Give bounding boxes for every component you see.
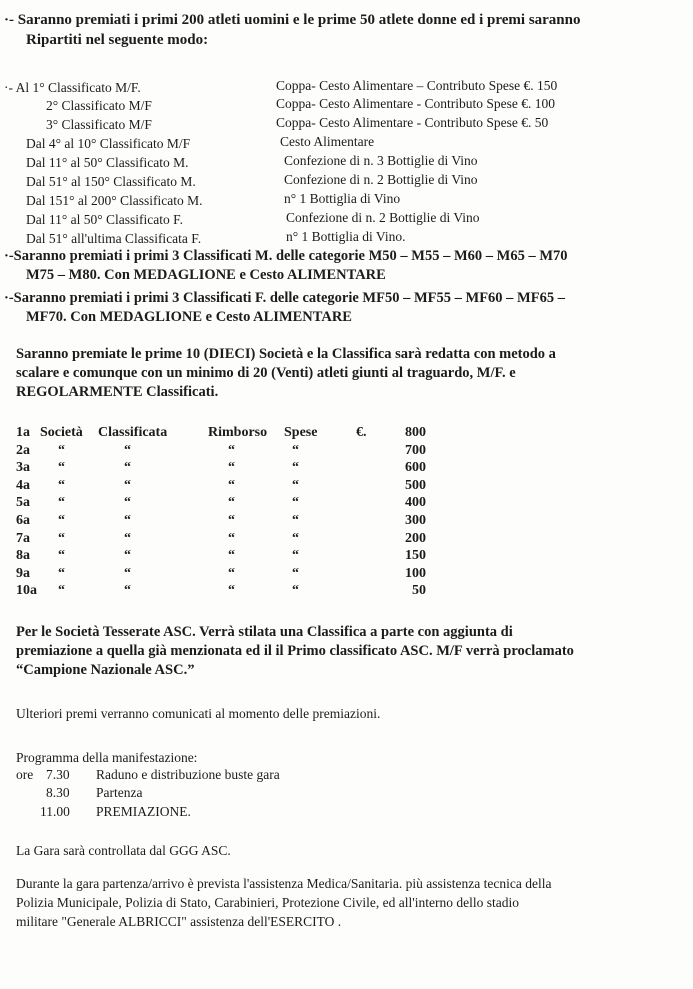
prize-left: Dal 11° al 50° Classificato M. xyxy=(26,155,189,170)
program-time: 7.30 xyxy=(46,767,70,782)
societies-intro-line-1: Saranno premiate le prime 10 (DIECI) Società e la Classifica sarà redatta con metodo a xyxy=(16,346,556,362)
ditto-mark: “ xyxy=(228,530,235,546)
ditto-mark: “ xyxy=(292,442,299,458)
ditto-mark: “ xyxy=(58,530,65,546)
ditto-mark: “ xyxy=(124,583,131,599)
ditto-mark: “ xyxy=(292,583,299,599)
ditto-mark: “ xyxy=(124,565,131,581)
ditto-mark: “ xyxy=(228,548,235,564)
asc-line-3: “Campione Nazionale ASC.” xyxy=(16,662,195,678)
intro-line-2: Ripartiti nel seguente modo: xyxy=(26,32,209,48)
prize-right: Cesto Alimentare xyxy=(280,134,375,149)
prize-right: Confezione di n. 2 Bottiglie di Vino xyxy=(284,172,478,187)
prize-left: Dal 11° al 50° Classificato F. xyxy=(26,212,183,227)
program-desc: Partenza xyxy=(96,785,143,800)
prize-left: Dal 51° al 150° Classificato M. xyxy=(26,174,196,189)
ditto-mark: “ xyxy=(124,460,131,476)
program-time: 8.30 xyxy=(46,785,70,800)
categories-f-line-1: ·-Saranno premiati i primi 3 Classificati F. delle categorie MF50 – MF55 – MF60 – MF65 – xyxy=(4,290,565,306)
rank-cell: 7a xyxy=(16,530,30,546)
ditto-mark: “ xyxy=(292,530,299,546)
rank-cell: 9a xyxy=(16,565,30,581)
rank-cell: 5a xyxy=(16,495,30,511)
ditto-mark: “ xyxy=(124,512,131,528)
ditto-mark: “ xyxy=(228,565,235,581)
ditto-mark: “ xyxy=(58,460,65,476)
program-time: 11.00 xyxy=(40,804,70,819)
intro-line-1: ·- Saranno premiati i primi 200 atleti uomini e le prime 50 atlete donne ed i premi saranno xyxy=(4,12,581,28)
prize-left: Dal 4° al 10° Classificato M/F xyxy=(26,136,191,151)
control-note: La Gara sarà controllata dal GGG ASC. xyxy=(16,843,231,858)
prize-right: n° 1 Bottiglia di Vino xyxy=(284,191,401,206)
amount-cell: 100 xyxy=(405,565,426,581)
asc-line-2: premiazione a quella già menzionata ed il il Primo classificato ASC. M/F verrà proclamato xyxy=(16,643,574,659)
rank-cell: 6a xyxy=(16,512,30,528)
rank-cell: 4a xyxy=(16,477,30,493)
prize-left: 2° Classificato M/F xyxy=(46,98,152,113)
rank-cell: 2a xyxy=(16,442,30,458)
ditto-mark: “ xyxy=(228,442,235,458)
program-desc: Raduno e distribuzione buste gara xyxy=(96,767,280,782)
ditto-mark: “ xyxy=(228,460,235,476)
header-societa: Società xyxy=(40,425,83,440)
currency-label: €. xyxy=(356,425,367,440)
ditto-mark: “ xyxy=(124,495,131,511)
assistance-line-3: militare "Generale ALBRICCI" assistenza dell'ESERCITO . xyxy=(16,914,342,929)
prize-left: Dal 151° al 200° Classificato M. xyxy=(26,193,203,208)
categories-m-line-1: ·-Saranno premiati i primi 3 Classificati M. delle categorie M50 – M55 – M60 – M65 – M70 xyxy=(4,248,568,264)
societies-intro-line-2: scalare e comunque con un minimo di 20 (Venti) atleti giunti al traguardo, M/F. e xyxy=(16,365,516,381)
prize-left: 3° Classificato M/F xyxy=(46,117,152,132)
amount-cell: 150 xyxy=(405,548,426,564)
ditto-mark: “ xyxy=(228,512,235,528)
ditto-mark: “ xyxy=(292,460,299,476)
amount-cell: 400 xyxy=(405,495,426,511)
prize-right: Confezione di n. 3 Bottiglie di Vino xyxy=(284,153,478,168)
header-classificata: Classificata xyxy=(98,425,168,440)
amount-cell: 200 xyxy=(405,530,426,546)
rank-cell: 1a xyxy=(16,425,30,440)
ditto-mark: “ xyxy=(58,495,65,511)
prize-right: n° 1 Bottiglia di Vino. xyxy=(286,229,406,244)
prize-left: ·- Al 1° Classificato M/F. xyxy=(4,80,141,95)
ditto-mark: “ xyxy=(124,442,131,458)
amount-cell: 600 xyxy=(405,460,426,476)
ditto-mark: “ xyxy=(292,565,299,581)
categories-m-line-2: M75 – M80. Con MEDAGLIONE e Cesto ALIMENTARE xyxy=(26,267,386,283)
ditto-mark: “ xyxy=(58,477,65,493)
program-title: Programma della manifestazione: xyxy=(16,750,198,765)
program-desc: PREMIAZIONE. xyxy=(96,804,191,819)
ditto-mark: “ xyxy=(124,530,131,546)
rank-cell: 10a xyxy=(16,583,37,599)
header-rimborso: Rimborso xyxy=(208,425,268,440)
prize-right: Confezione di n. 2 Bottiglie di Vino xyxy=(286,210,480,225)
program-prefix: ore xyxy=(16,767,34,782)
ditto-mark: “ xyxy=(228,583,235,599)
ditto-mark: “ xyxy=(58,583,65,599)
prize-right: Coppa- Cesto Alimentare - Contributo Spese €. 50 xyxy=(276,115,549,130)
ditto-mark: “ xyxy=(292,495,299,511)
categories-f-line-2: MF70. Con MEDAGLIONE e Cesto ALIMENTARE xyxy=(26,309,352,325)
ditto-mark: “ xyxy=(124,477,131,493)
ditto-mark: “ xyxy=(292,512,299,528)
societies-intro-line-3: REGOLARMENTE Classificati. xyxy=(16,384,219,400)
header-spese: Spese xyxy=(284,425,318,440)
amount-cell: 800 xyxy=(405,425,426,440)
ditto-mark: “ xyxy=(58,565,65,581)
ditto-mark: “ xyxy=(292,548,299,564)
amount-cell: 500 xyxy=(405,477,426,493)
further-prizes-note: Ulteriori premi verranno comunicati al momento delle premiazioni. xyxy=(16,706,381,721)
amount-cell: 50 xyxy=(412,583,426,599)
rank-cell: 3a xyxy=(16,460,30,476)
assistance-line-2: Polizia Municipale, Polizia di Stato, Carabinieri, Protezione Civile, ed all'interno dello stadio xyxy=(16,895,519,910)
prize-right: Coppa- Cesto Alimentare – Contributo Spese €. 150 xyxy=(276,78,558,93)
ditto-mark: “ xyxy=(292,477,299,493)
rank-cell: 8a xyxy=(16,548,30,564)
assistance-line-1: Durante la gara partenza/arrivo è prevista l'assistenza Medica/Sanitaria. più assistenza tecnica della xyxy=(16,876,552,891)
ditto-mark: “ xyxy=(228,477,235,493)
ditto-mark: “ xyxy=(228,495,235,511)
asc-line-1: Per le Società Tesserate ASC. Verrà stilata una Classifica a parte con aggiunta di xyxy=(16,624,513,640)
ditto-mark: “ xyxy=(124,548,131,564)
prize-left: Dal 51° all'ultima Classificata F. xyxy=(26,231,202,246)
ditto-mark: “ xyxy=(58,512,65,528)
ditto-mark: “ xyxy=(58,442,65,458)
prize-right: Coppa- Cesto Alimentare - Contributo Spese €. 100 xyxy=(276,96,555,111)
amount-cell: 300 xyxy=(405,512,426,528)
ditto-mark: “ xyxy=(58,548,65,564)
amount-cell: 700 xyxy=(405,442,426,458)
